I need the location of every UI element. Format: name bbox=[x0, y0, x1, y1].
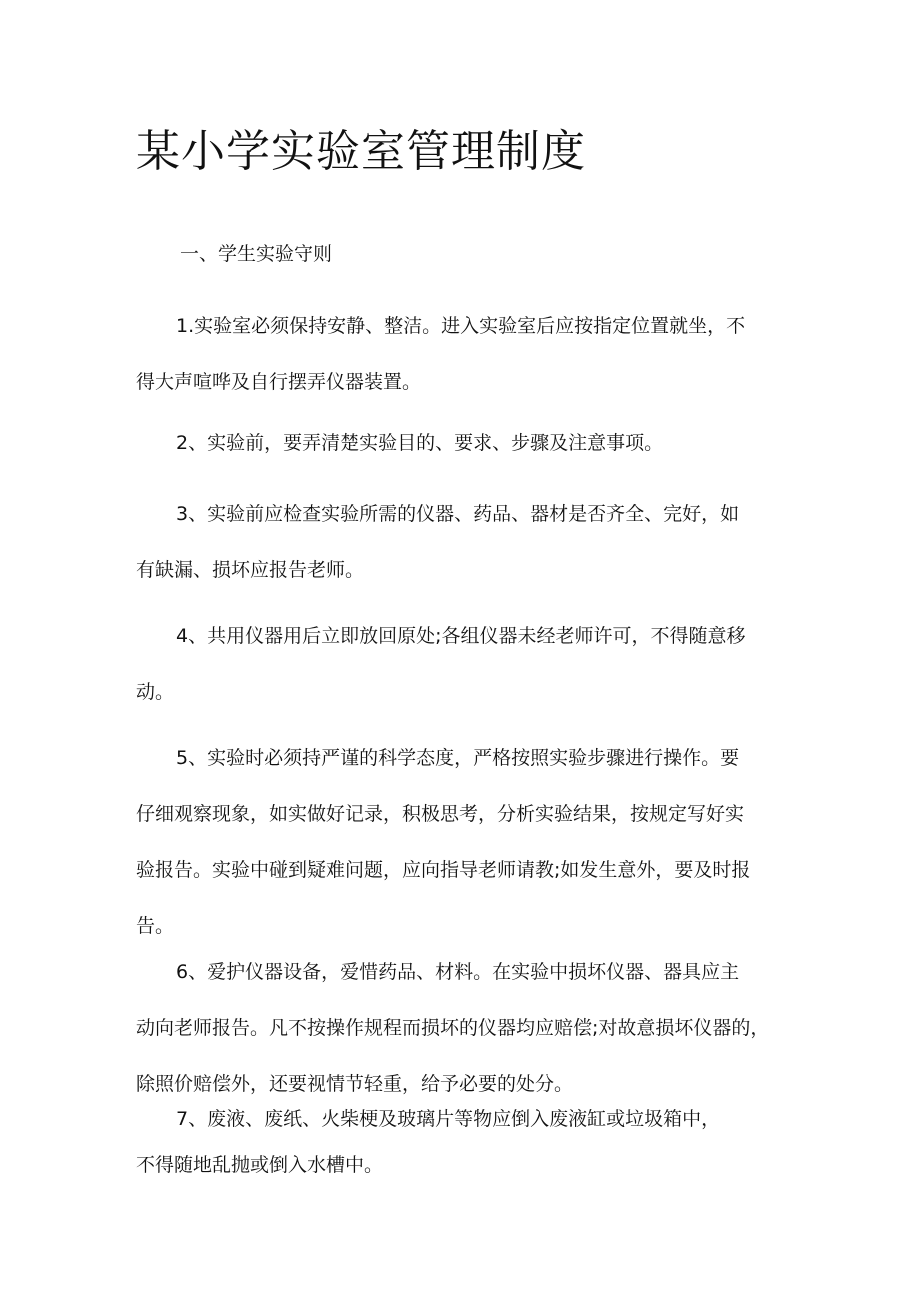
rule-6-line-2: 动向老师报告。凡不按操作规程而损坏的仪器均应赔偿;对故意损坏仪器的， bbox=[136, 1017, 770, 1039]
rule-1-line-1: 1.实验室必须保持安静、整洁。进入实验室后应按指定位置就坐，不 bbox=[176, 315, 746, 337]
rule-5-line-3: 验报告。实验中碰到疑难问题，应向指导老师请教;如发生意外，要及时报 bbox=[136, 859, 751, 881]
rule-3-line-1: 3、实验前应检查实验所需的仪器、药品、器材是否齐全、完好，如 bbox=[176, 503, 740, 525]
rule-4-line-2: 动。 bbox=[136, 681, 175, 703]
rule-5-line-2: 仔细观察现象，如实做好记录，积极思考，分析实验结果，按规定写好实 bbox=[136, 803, 745, 825]
rule-6-line-1: 6、爱护仪器设备，爱惜药品、材料。在实验中损坏仪器、器具应主 bbox=[176, 961, 740, 983]
rule-4-line-1: 4、共用仪器用后立即放回原处;各组仪器未经老师许可，不得随意移 bbox=[176, 625, 746, 647]
rule-1 bbox=[136, 298, 786, 410]
rule-3 bbox=[136, 486, 786, 598]
rule-3-line-2: 有缺漏、损坏应报告老师。 bbox=[136, 559, 365, 581]
rule-5-line-4: 告。 bbox=[136, 915, 175, 937]
rule-4 bbox=[136, 608, 786, 720]
rule-6-line-3: 除照价赔偿外，还要视情节轻重，给予必要的处分。 bbox=[136, 1073, 574, 1095]
rule-5 bbox=[136, 730, 786, 954]
rule-6 bbox=[136, 944, 786, 1112]
rule-7-line-2: 不得随地乱抛或倒入水槽中。 bbox=[136, 1154, 384, 1176]
section-heading: 一、学生实验守则 bbox=[180, 243, 333, 265]
rule-5-line-1: 5、实验时必须持严谨的科学态度，严格按照实验步骤进行操作。要 bbox=[176, 747, 740, 769]
rule-7-line-1: 7、废液、废纸、火柴梗及玻璃片等物应倒入废液缸或垃圾箱中， bbox=[176, 1108, 721, 1130]
page-title: 某小学实验室管理制度 bbox=[136, 126, 586, 177]
rule-2 bbox=[136, 415, 786, 471]
rule-1-line-2: 得大声喧哗及自行摆弄仪器装置。 bbox=[136, 371, 422, 393]
rule-2-line-1: 2、实验前，要弄清楚实验目的、要求、步骤及注意事项。 bbox=[176, 432, 664, 454]
rule-7 bbox=[136, 1096, 786, 1188]
